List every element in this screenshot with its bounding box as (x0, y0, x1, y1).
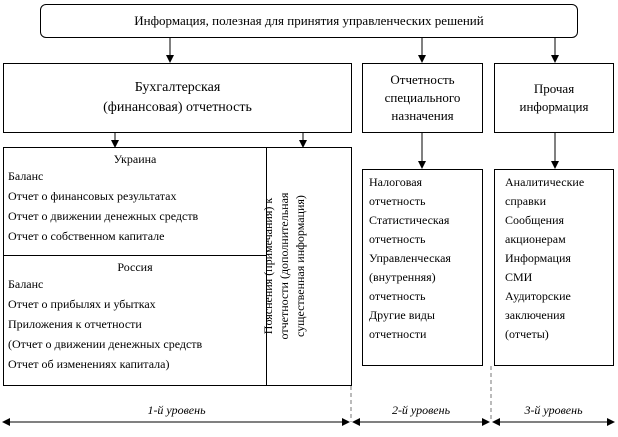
notes-line: Пояснения (примечания) к (261, 197, 275, 335)
russia-item: Отчет об изменениях капитала) (8, 357, 170, 371)
ukraine-item: Отчет о финансовых результатах (8, 189, 177, 203)
other-item: Сообщения (505, 213, 565, 227)
other-item: справки (505, 194, 546, 208)
accounting-box (3, 63, 352, 133)
other-item: Информация (505, 251, 571, 265)
level2-right-tip (482, 418, 490, 426)
special-item: отчетность (369, 194, 426, 208)
russia-title: Россия (117, 260, 153, 274)
special-item: Управленческая (369, 251, 451, 265)
special-item: отчетность (369, 232, 426, 246)
other-item: заключения (505, 308, 566, 322)
russia-item: Приложения к отчетности (8, 317, 142, 331)
russia-item: Отчет о прибылях и убытках (8, 297, 156, 311)
special-item: Другие виды (369, 308, 435, 322)
top-info-box (40, 4, 578, 38)
special-line: специального (384, 90, 461, 105)
other-item: акционерам (505, 232, 566, 246)
level1-right-tip (342, 418, 350, 426)
notes-line: существенная информация) (293, 195, 307, 337)
special-line: назначения (391, 108, 454, 123)
ukraine-list (8, 166, 198, 246)
level2-left-tip (352, 418, 360, 426)
ukraine-item: Отчет о движении денежных средств (8, 209, 199, 223)
level3-left-tip (492, 418, 500, 426)
level1-left-tip (2, 418, 10, 426)
top-info-title: Информация, полезная для принятия управленческих решений (134, 13, 484, 28)
other-item: Аудиторские (505, 289, 571, 303)
country-divider (3, 255, 267, 256)
ukraine-item: Отчет о собственном капитале (8, 229, 165, 243)
special-list (369, 173, 451, 344)
special-line: Отчетность (390, 72, 455, 87)
other-item: СМИ (505, 270, 533, 284)
other-item: Аналитические (505, 175, 585, 189)
russia-list (8, 274, 202, 374)
ukraine-title: Украина (113, 152, 157, 166)
notes-text (260, 156, 308, 376)
other-line: Прочая (533, 81, 575, 96)
accounting-line: Бухгалтерская (134, 80, 221, 95)
level3-label: 3-й уровень (524, 403, 583, 417)
notes-line: отчетности (дополнительная (277, 192, 291, 340)
russia-item: Баланс (8, 277, 44, 291)
other-list (505, 173, 584, 344)
special-item: Статистическая (369, 213, 450, 227)
level1-label: 1-й уровень (147, 403, 206, 417)
special-box (362, 63, 483, 133)
special-item: отчетности (369, 327, 427, 341)
level3-right-tip (607, 418, 615, 426)
russia-item: (Отчет о движении денежных средств (8, 337, 203, 351)
accounting-line: (финансовая) отчетность (103, 100, 252, 115)
special-item: отчетность (369, 289, 426, 303)
other-line: информация (519, 99, 589, 114)
other-box (494, 63, 614, 133)
level2-label: 2-й уровень (391, 403, 451, 417)
ukraine-item: Баланс (8, 169, 44, 183)
special-item: Налоговая (369, 175, 423, 189)
other-item: (отчеты) (505, 327, 549, 341)
special-item: (внутренняя) (369, 270, 436, 284)
